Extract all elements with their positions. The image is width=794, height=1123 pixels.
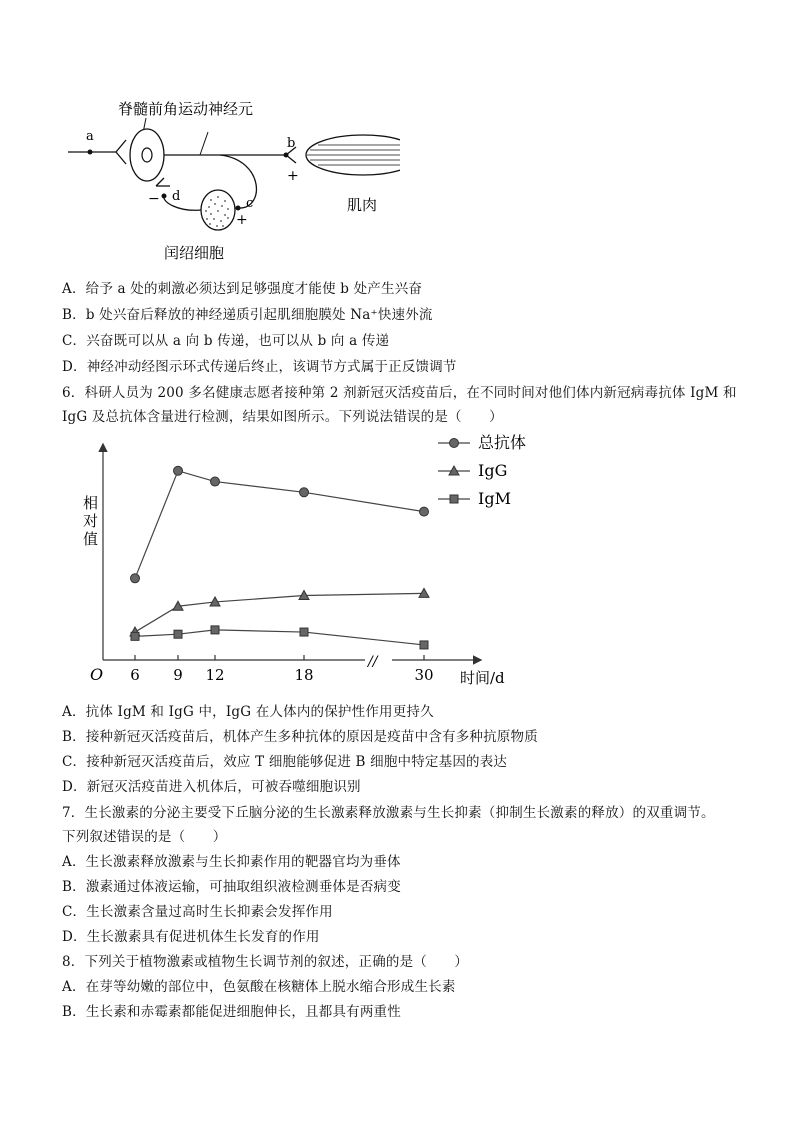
neuron-label: 脊髓前角运动神经元	[118, 100, 254, 118]
antibody-chart	[60, 425, 540, 695]
label-plus-b: +	[287, 168, 299, 184]
q8-option-a: A．在芽等幼嫩的部位中，色氨酸在核糖体上脱水缩合形成生长素	[62, 979, 456, 995]
q7-option-b: B．激素通过体液运输，可抽取组织液检测垂体是否病变	[62, 879, 401, 895]
x-tick-label: 9	[173, 666, 183, 684]
data-point-square	[420, 641, 428, 649]
q5-option-b: B．b 处兴奋后释放的神经递质引起肌细胞膜处 Na⁺快速外流	[62, 307, 433, 323]
x-tick-label: 18	[294, 666, 314, 684]
q7-stem-line1: 7．生长激素的分泌主要受下丘脑分泌的生长激素释放激素与生长抑素（抑制生长激素的释放）的双重调节。	[62, 805, 715, 821]
data-point-circle	[300, 488, 309, 497]
data-point-circle	[420, 507, 429, 516]
legend-label: 总抗体	[478, 433, 527, 452]
origin-label: O	[90, 665, 104, 684]
q8-stem: 8．下列关于植物激素或植物生长调节剂的叙述，正确的是（ ）	[62, 954, 469, 970]
series-line-triangle	[135, 593, 424, 632]
data-point-square	[174, 630, 182, 638]
q6-option-d: D．新冠灭活疫苗进入机体后，可被吞噬细胞识别	[62, 779, 361, 795]
y-axis-label: 相对值	[81, 495, 99, 549]
q5-option-d: D．神经冲动经图示环式传递后终止，该调节方式属于正反馈调节	[62, 359, 457, 375]
data-point-square	[300, 628, 308, 636]
data-point-circle	[174, 466, 183, 475]
data-point-circle	[131, 574, 140, 583]
renshaw-label: 闰绍细胞	[164, 244, 225, 262]
q6-stem-line1: 6．科研人员为 200 多名健康志愿者接种第 2 剂新冠灭活疫苗后，在不同时间对他们体内新冠病毒抗体 IgM 和	[62, 385, 737, 401]
label-b: b	[287, 136, 296, 151]
neuron-soma	[130, 129, 164, 181]
data-point-circle	[211, 477, 220, 486]
label-minus-d: −	[148, 191, 160, 207]
q6-option-c: C．接种新冠灭活疫苗后，效应 T 细胞能够促进 B 细胞中特定基因的表达	[62, 754, 508, 770]
q6-option-b: B．接种新冠灭活疫苗后，机体产生多种抗体的原因是疫苗中含有多种抗原物质	[62, 729, 538, 745]
label-d: d	[172, 189, 181, 204]
label-plus-c: +	[236, 212, 248, 228]
point-a	[88, 150, 93, 155]
q7-option-a: A．生长激素释放激素与生长抑素作用的靶器官均为垂体	[62, 854, 401, 870]
legend-label: IgG	[478, 461, 508, 480]
neuron-diagram	[60, 90, 400, 270]
x-axis-label: 时间/d	[460, 669, 505, 687]
q7-option-d: D．生长激素具有促进机体生长发育的作用	[62, 929, 320, 945]
q7-option-c: C．生长激素含量过高时生长抑素会发挥作用	[62, 904, 333, 920]
q5-option-c: C．兴奋既可以从 a 向 b 传递，也可以从 b 向 a 传递	[62, 333, 390, 349]
series-line-circle	[135, 471, 424, 579]
q7-stem-line2: 下列叙述错误的是（ ）	[62, 829, 227, 845]
label-a: a	[86, 129, 94, 144]
x-tick-label: 30	[414, 666, 434, 684]
label-c: c	[246, 196, 254, 211]
x-tick-label: 12	[205, 666, 225, 684]
legend-marker-circle	[450, 439, 459, 448]
point-d	[162, 194, 167, 199]
data-point-square	[131, 632, 139, 640]
legend-marker-square	[450, 495, 458, 503]
q6-stem-line2: IgG 及总抗体含量进行检测，结果如图所示。下列说法错误的是（ ）	[62, 409, 503, 425]
data-point-square	[211, 626, 219, 634]
axis-break: //	[368, 654, 378, 670]
q8-option-b: B．生长素和赤霉素都能促进细胞伸长，且都具有两重性	[62, 1004, 401, 1020]
q6-option-a: A．抗体 IgM 和 IgG 中，IgG 在人体内的保护性作用更持久	[62, 704, 434, 720]
legend-label: IgM	[478, 489, 511, 508]
point-c	[236, 206, 241, 211]
q5-option-a: A．给予 a 处的刺激必须达到足够强度才能使 b 处产生兴奋	[62, 281, 423, 297]
x-tick-label: 6	[130, 666, 140, 684]
renshaw-cell	[201, 190, 235, 230]
muscle-label: 肌肉	[347, 196, 378, 214]
